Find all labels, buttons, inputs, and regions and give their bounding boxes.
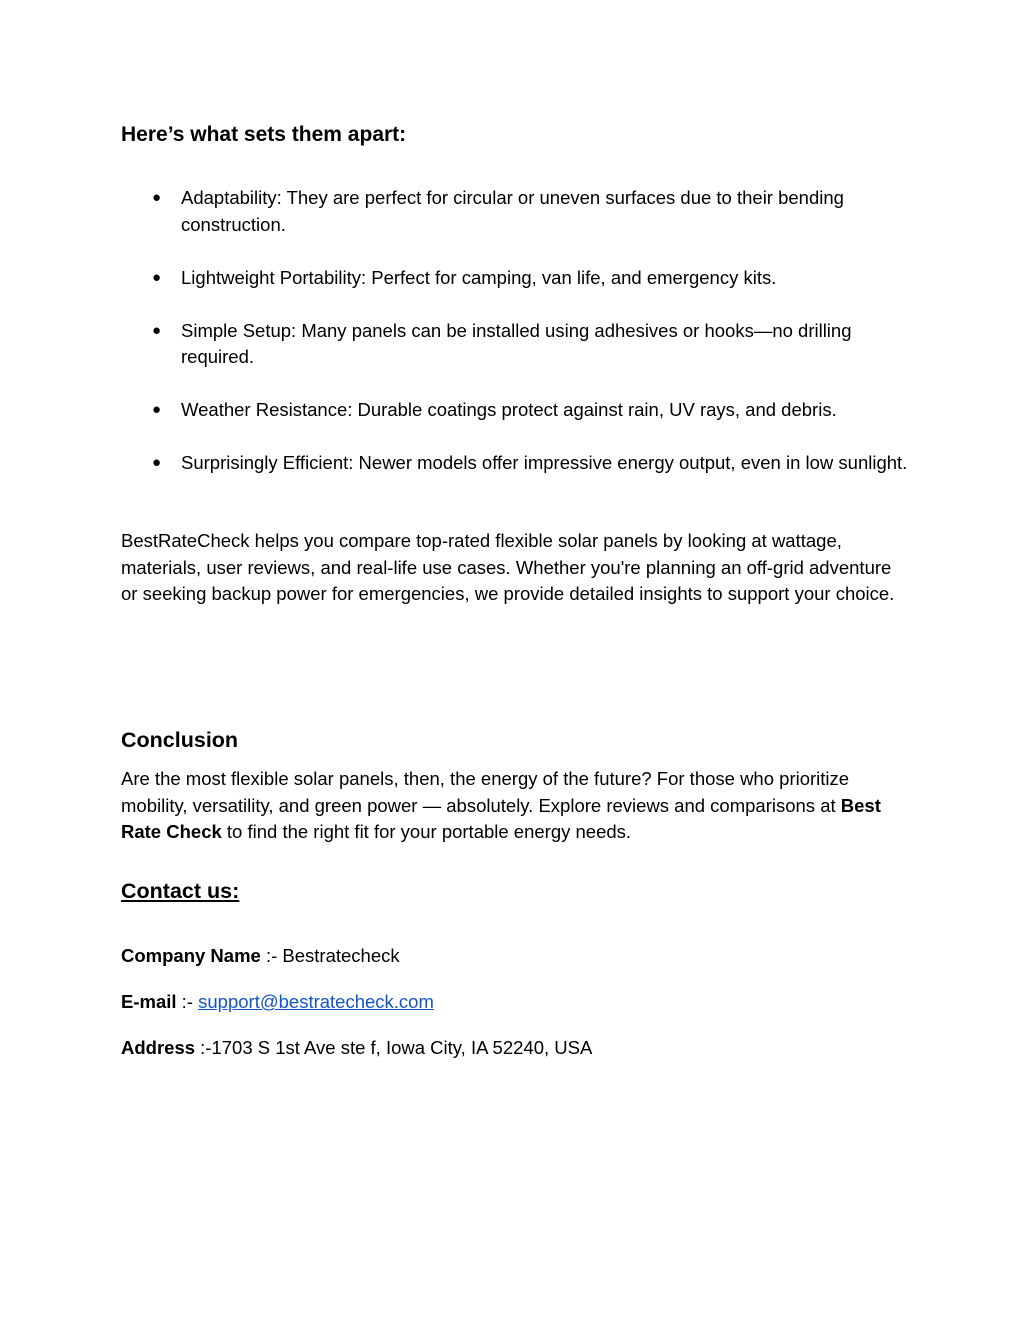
company-line <box>121 943 400 969</box>
conclusion-paragraph <box>121 766 911 846</box>
list-item <box>121 318 911 371</box>
bullet-icon: ● <box>152 268 162 286</box>
email-line <box>121 989 434 1015</box>
email-separator: :- <box>176 991 199 1012</box>
list-item-text: Surprisingly Efficient: Newer models offer impressive energy output, even in low sunlight. <box>181 452 908 473</box>
address-value: :-1703 S 1st Ave ste f, Iowa City, IA 52240, USA <box>195 1037 593 1058</box>
bullet-icon: ● <box>152 189 162 206</box>
contact-heading: Contact us: <box>121 879 240 903</box>
list-item <box>121 185 911 238</box>
list-item-text: Adaptability: They are perfect for circular or uneven surfaces due to their bending construction. <box>181 187 844 235</box>
conclusion-brand: Best Rate Check <box>121 794 881 842</box>
list-item <box>121 450 911 477</box>
company-label: Company Name <box>121 945 261 966</box>
sets-apart-heading: Here’s what sets them apart: <box>121 123 407 146</box>
email-link[interactable]: support@bestratecheck.com <box>198 991 434 1012</box>
address-line <box>121 1035 592 1061</box>
bullet-icon: ● <box>152 401 162 418</box>
list-item-text: Simple Setup: Many panels can be installed using adhesives or hooks—no drilling required. <box>181 319 852 367</box>
conclusion-heading: Conclusion <box>121 728 239 752</box>
list-item-text: Lightweight Portability: Perfect for camping, van life, and emergency kits. <box>181 266 777 288</box>
bullet-icon: ● <box>152 454 162 471</box>
list-item <box>121 265 911 292</box>
conclusion-text-after: to find the right fit for your portable energy needs. <box>221 821 632 842</box>
company-value: :- Bestratecheck <box>260 945 400 966</box>
email-label: E-mail <box>121 991 177 1012</box>
features-list <box>121 185 911 503</box>
list-item-text: Weather Resistance: Durable coatings protect against rain, UV rays, and debris. <box>181 399 837 420</box>
list-item <box>121 397 911 424</box>
conclusion-text-before: Are the most flexible solar panels, then, the energy of the future? For those who prioritize mobility, versatility, and green power — absolutely. Explore reviews and comparisons at <box>121 768 850 816</box>
address-label: Address <box>121 1037 196 1058</box>
bullet-icon: ● <box>152 321 162 339</box>
intro-paragraph: BestRateCheck helps you compare top-rated flexible solar panels by looking at wattage, materials, user reviews, and real-life use cases. Whether you're planning an off-grid adventure or seeking backup power for emergencies, we provide detailed insights to support your choice. <box>121 530 895 604</box>
